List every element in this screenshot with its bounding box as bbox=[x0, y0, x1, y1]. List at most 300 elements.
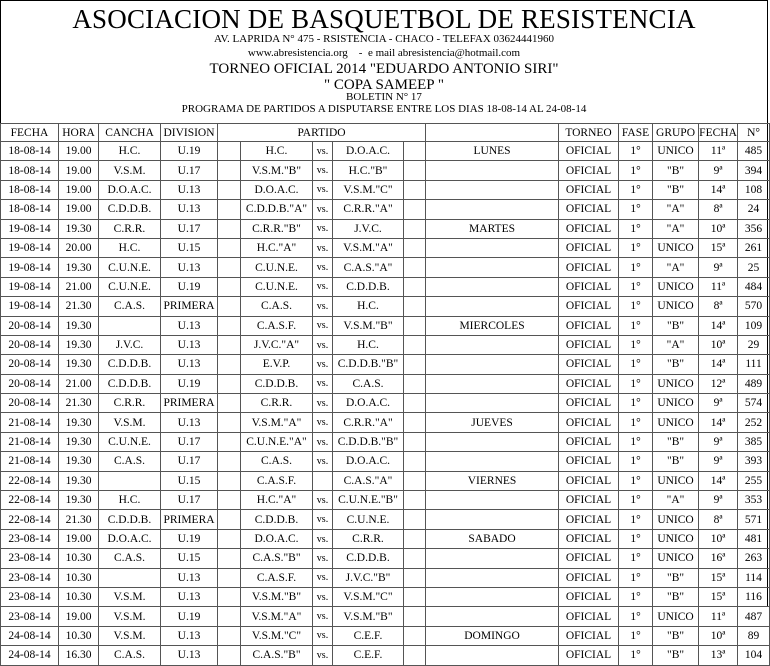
cell-fecha: 20-08-14 bbox=[1, 355, 59, 374]
cell-spacer bbox=[218, 142, 241, 161]
cell-round: 9ª bbox=[699, 258, 738, 277]
cell-fase: 1° bbox=[619, 316, 653, 335]
cell-cancha: C.D.D.B. bbox=[99, 355, 161, 374]
cell-torneo: OFICIAL bbox=[559, 161, 619, 180]
cell-torneo: OFICIAL bbox=[559, 626, 619, 645]
cell-day: MIERCOLES bbox=[426, 316, 559, 335]
cell-match-number: 109 bbox=[738, 316, 770, 335]
table-header-row bbox=[1, 124, 770, 142]
cell-grupo: "B" bbox=[653, 452, 699, 471]
cell-spacer bbox=[218, 491, 241, 510]
cell-round: 14ª bbox=[699, 471, 738, 490]
web-email-line: www.abresistencia.org - e mail abresistencia@hotmail.com bbox=[247, 47, 521, 59]
cell-home-team: C.A.S. bbox=[241, 452, 313, 471]
cell-spacer bbox=[218, 587, 241, 606]
cell-round: 11ª bbox=[699, 142, 738, 161]
cell-home-team: E.V.P. bbox=[241, 355, 313, 374]
cell-hora: 10.30 bbox=[59, 549, 99, 568]
cell-spacer bbox=[404, 297, 426, 316]
cell-spacer bbox=[404, 238, 426, 257]
cell-vs: vs. bbox=[313, 297, 333, 316]
cell-round: 16ª bbox=[699, 549, 738, 568]
cell-fase: 1° bbox=[619, 529, 653, 548]
program-subtitle: PROGRAMA DE PARTIDOS A DISPUTARSE ENTRE LOS DIAS 18-08-14 AL 24-08-14 bbox=[181, 103, 587, 115]
cell-hora: 21.30 bbox=[59, 297, 99, 316]
cell-spacer bbox=[218, 452, 241, 471]
cell-division: U.19 bbox=[161, 374, 218, 393]
cell-spacer bbox=[218, 626, 241, 645]
cell-grupo: UNICO bbox=[653, 277, 699, 296]
cell-match-number: 484 bbox=[738, 277, 770, 296]
table-row bbox=[1, 316, 770, 335]
cell-away-team: C.R.R."A" bbox=[333, 200, 404, 219]
cell-cancha: C.R.R. bbox=[99, 219, 161, 238]
cell-round: 14ª bbox=[699, 355, 738, 374]
cell-division: U.13 bbox=[161, 258, 218, 277]
cell-hora: 19.30 bbox=[59, 355, 99, 374]
cell-away-team: C.A.S."A" bbox=[333, 258, 404, 277]
cell-division: U.19 bbox=[161, 277, 218, 296]
cell-torneo: OFICIAL bbox=[559, 374, 619, 393]
cell-fase: 1° bbox=[619, 587, 653, 606]
cell-home-team: C.A.S.F. bbox=[241, 568, 313, 587]
cell-day bbox=[426, 549, 559, 568]
cell-hora: 19.00 bbox=[59, 161, 99, 180]
cell-hora: 16.30 bbox=[59, 646, 99, 665]
cell-fecha: 21-08-14 bbox=[1, 432, 59, 451]
cell-away-team: V.S.M."C" bbox=[333, 180, 404, 199]
cell-hora: 19.00 bbox=[59, 607, 99, 626]
cell-round: 10ª bbox=[699, 626, 738, 645]
cell-round: 13ª bbox=[699, 646, 738, 665]
cell-fase: 1° bbox=[619, 471, 653, 490]
cell-spacer bbox=[404, 394, 426, 413]
cell-torneo: OFICIAL bbox=[559, 432, 619, 451]
table-row bbox=[1, 277, 770, 296]
cell-spacer bbox=[404, 432, 426, 451]
cell-cancha: V.S.M. bbox=[99, 587, 161, 606]
cell-hora: 19.30 bbox=[59, 335, 99, 354]
association-title: ASOCIACION DE BASQUETBOL DE RESISTENCIA bbox=[72, 4, 696, 34]
table-row bbox=[1, 607, 770, 626]
cell-fecha: 22-08-14 bbox=[1, 510, 59, 529]
cell-fecha: 21-08-14 bbox=[1, 452, 59, 471]
cell-day: JUEVES bbox=[426, 413, 559, 432]
cell-home-team: V.S.M."A" bbox=[241, 413, 313, 432]
cell-spacer bbox=[218, 432, 241, 451]
cell-cancha: C.A.S. bbox=[99, 549, 161, 568]
cell-fecha: 22-08-14 bbox=[1, 491, 59, 510]
col-numero: N° bbox=[738, 124, 770, 142]
cell-round: 9ª bbox=[699, 491, 738, 510]
cell-home-team: H.C."A" bbox=[241, 491, 313, 510]
cell-division: U.17 bbox=[161, 452, 218, 471]
cell-spacer bbox=[404, 646, 426, 665]
cell-home-team: J.V.C."A" bbox=[241, 335, 313, 354]
cell-torneo: OFICIAL bbox=[559, 316, 619, 335]
cell-round: 15ª bbox=[699, 568, 738, 587]
cell-round: 8ª bbox=[699, 200, 738, 219]
cell-away-team: C.U.N.E. bbox=[333, 510, 404, 529]
cell-grupo: "B" bbox=[653, 180, 699, 199]
cell-torneo: OFICIAL bbox=[559, 471, 619, 490]
cell-match-number: 24 bbox=[738, 200, 770, 219]
cell-division: PRIMERA bbox=[161, 297, 218, 316]
cell-division: PRIMERA bbox=[161, 394, 218, 413]
cell-hora: 19.30 bbox=[59, 471, 99, 490]
bulletin-number: BOLETIN N° 17 bbox=[346, 91, 422, 103]
cell-division: U.17 bbox=[161, 219, 218, 238]
cell-away-team: J.V.C. bbox=[333, 219, 404, 238]
cell-round: 15ª bbox=[699, 587, 738, 606]
cell-fecha: 23-08-14 bbox=[1, 587, 59, 606]
cell-cancha: C.U.N.E. bbox=[99, 277, 161, 296]
cell-day bbox=[426, 587, 559, 606]
cell-vs: vs. bbox=[313, 413, 333, 432]
cell-away-team: H.C."B" bbox=[333, 161, 404, 180]
cell-day bbox=[426, 277, 559, 296]
cell-away-team: V.S.M."A" bbox=[333, 238, 404, 257]
table-row bbox=[1, 374, 770, 393]
cell-grupo: "A" bbox=[653, 200, 699, 219]
cell-fase: 1° bbox=[619, 626, 653, 645]
cell-day bbox=[426, 568, 559, 587]
table-row bbox=[1, 161, 770, 180]
cell-torneo: OFICIAL bbox=[559, 491, 619, 510]
table-row bbox=[1, 413, 770, 432]
cell-fecha: 18-08-14 bbox=[1, 142, 59, 161]
cell-torneo: OFICIAL bbox=[559, 568, 619, 587]
cell-match-number: 485 bbox=[738, 142, 770, 161]
cell-home-team: V.S.M."A" bbox=[241, 607, 313, 626]
cell-spacer bbox=[404, 374, 426, 393]
cell-fase: 1° bbox=[619, 335, 653, 354]
cell-spacer bbox=[218, 297, 241, 316]
cell-fecha: 20-08-14 bbox=[1, 394, 59, 413]
cell-fase: 1° bbox=[619, 549, 653, 568]
cell-match-number: 261 bbox=[738, 238, 770, 257]
table-row bbox=[1, 258, 770, 277]
cell-vs: vs. bbox=[313, 549, 333, 568]
cell-spacer bbox=[218, 471, 241, 490]
cell-spacer bbox=[218, 510, 241, 529]
table-row bbox=[1, 180, 770, 199]
cell-cancha: C.R.R. bbox=[99, 394, 161, 413]
table-row bbox=[1, 452, 770, 471]
cell-fase: 1° bbox=[619, 510, 653, 529]
cell-spacer bbox=[404, 355, 426, 374]
cell-torneo: OFICIAL bbox=[559, 335, 619, 354]
cell-hora: 21.30 bbox=[59, 510, 99, 529]
cell-division: U.13 bbox=[161, 626, 218, 645]
cell-fase: 1° bbox=[619, 432, 653, 451]
cell-day bbox=[426, 200, 559, 219]
cell-away-team: J.V.C."B" bbox=[333, 568, 404, 587]
cell-grupo: UNICO bbox=[653, 607, 699, 626]
cell-grupo: "B" bbox=[653, 355, 699, 374]
cell-grupo: "A" bbox=[653, 335, 699, 354]
cell-spacer bbox=[404, 529, 426, 548]
cell-division: U.13 bbox=[161, 200, 218, 219]
cell-grupo: UNICO bbox=[653, 471, 699, 490]
cell-spacer bbox=[218, 355, 241, 374]
cell-round: 10ª bbox=[699, 529, 738, 548]
cell-grupo: "B" bbox=[653, 432, 699, 451]
table-row bbox=[1, 394, 770, 413]
cell-vs: vs. bbox=[313, 316, 333, 335]
cell-fecha: 24-08-14 bbox=[1, 646, 59, 665]
cell-cancha: C.A.S. bbox=[99, 297, 161, 316]
cell-hora: 19.30 bbox=[59, 219, 99, 238]
cell-fase: 1° bbox=[619, 491, 653, 510]
cell-day bbox=[426, 646, 559, 665]
cell-cancha: H.C. bbox=[99, 142, 161, 161]
cell-away-team: C.D.D.B."B" bbox=[333, 432, 404, 451]
cell-spacer bbox=[404, 491, 426, 510]
cell-spacer bbox=[404, 142, 426, 161]
cell-grupo: "B" bbox=[653, 587, 699, 606]
cell-grupo: "B" bbox=[653, 646, 699, 665]
cell-fecha: 19-08-14 bbox=[1, 258, 59, 277]
cell-hora: 21.00 bbox=[59, 374, 99, 393]
cell-torneo: OFICIAL bbox=[559, 277, 619, 296]
cell-spacer bbox=[218, 200, 241, 219]
cell-vs: vs. bbox=[313, 258, 333, 277]
cell-day: DOMINGO bbox=[426, 626, 559, 645]
cell-hora: 19.30 bbox=[59, 258, 99, 277]
cell-spacer bbox=[404, 335, 426, 354]
cell-vs: vs. bbox=[313, 200, 333, 219]
cell-spacer bbox=[218, 568, 241, 587]
table-row bbox=[1, 335, 770, 354]
cell-torneo: OFICIAL bbox=[559, 238, 619, 257]
cell-match-number: 571 bbox=[738, 510, 770, 529]
cell-hora: 10.30 bbox=[59, 568, 99, 587]
cell-fase: 1° bbox=[619, 646, 653, 665]
cell-fase: 1° bbox=[619, 607, 653, 626]
cell-grupo: UNICO bbox=[653, 510, 699, 529]
cell-division: U.13 bbox=[161, 587, 218, 606]
cell-spacer bbox=[404, 200, 426, 219]
cell-match-number: 104 bbox=[738, 646, 770, 665]
cell-day bbox=[426, 510, 559, 529]
cell-torneo: OFICIAL bbox=[559, 510, 619, 529]
cell-day bbox=[426, 432, 559, 451]
cell-hora: 19.30 bbox=[59, 316, 99, 335]
cell-spacer bbox=[404, 607, 426, 626]
cell-cancha bbox=[99, 316, 161, 335]
cell-home-team: C.D.D.B."A" bbox=[241, 200, 313, 219]
cell-grupo: UNICO bbox=[653, 394, 699, 413]
cell-match-number: 114 bbox=[738, 568, 770, 587]
cell-hora: 19.00 bbox=[59, 180, 99, 199]
table-row bbox=[1, 142, 770, 161]
cell-round: 14ª bbox=[699, 180, 738, 199]
table-row bbox=[1, 200, 770, 219]
cell-fase: 1° bbox=[619, 219, 653, 238]
cell-day bbox=[426, 161, 559, 180]
col-fecha: FECHA bbox=[1, 124, 59, 142]
cell-grupo: UNICO bbox=[653, 238, 699, 257]
col-fecha-numero: FECHA bbox=[699, 124, 738, 142]
document-header bbox=[1, 1, 767, 117]
cell-fase: 1° bbox=[619, 394, 653, 413]
cell-home-team: H.C. bbox=[241, 142, 313, 161]
cell-spacer bbox=[404, 277, 426, 296]
cell-spacer bbox=[218, 161, 241, 180]
cell-spacer bbox=[404, 161, 426, 180]
cell-spacer bbox=[218, 180, 241, 199]
cell-fecha: 23-08-14 bbox=[1, 607, 59, 626]
cell-vs: vs. bbox=[313, 607, 333, 626]
cell-match-number: 29 bbox=[738, 335, 770, 354]
cell-spacer bbox=[218, 316, 241, 335]
cell-round: 11ª bbox=[699, 607, 738, 626]
cell-spacer bbox=[404, 568, 426, 587]
table-row bbox=[1, 587, 770, 606]
cell-fecha: 22-08-14 bbox=[1, 471, 59, 490]
cell-fecha: 20-08-14 bbox=[1, 374, 59, 393]
cell-day bbox=[426, 394, 559, 413]
cell-vs: vs. bbox=[313, 510, 333, 529]
cell-home-team: C.A.S.F. bbox=[241, 316, 313, 335]
cell-vs: vs. bbox=[313, 452, 333, 471]
cell-fecha: 18-08-14 bbox=[1, 180, 59, 199]
cup-title: " COPA SAMEEP " bbox=[324, 77, 444, 93]
table-row bbox=[1, 491, 770, 510]
cell-cancha: V.S.M. bbox=[99, 607, 161, 626]
cell-day bbox=[426, 335, 559, 354]
cell-division: U.17 bbox=[161, 491, 218, 510]
cell-home-team: C.A.S."B" bbox=[241, 646, 313, 665]
cell-spacer bbox=[404, 452, 426, 471]
cell-away-team: H.C. bbox=[333, 297, 404, 316]
cell-fecha: 19-08-14 bbox=[1, 238, 59, 257]
cell-match-number: 574 bbox=[738, 394, 770, 413]
cell-grupo: "B" bbox=[653, 316, 699, 335]
table-row bbox=[1, 238, 770, 257]
cell-round: 8ª bbox=[699, 297, 738, 316]
cell-spacer bbox=[218, 277, 241, 296]
table-row bbox=[1, 219, 770, 238]
cell-fase: 1° bbox=[619, 355, 653, 374]
cell-grupo: "A" bbox=[653, 491, 699, 510]
cell-away-team: D.O.A.C. bbox=[333, 394, 404, 413]
cell-fase: 1° bbox=[619, 452, 653, 471]
cell-day bbox=[426, 297, 559, 316]
cell-day bbox=[426, 238, 559, 257]
cell-away-team: C.D.D.B."B" bbox=[333, 355, 404, 374]
cell-cancha: V.S.M. bbox=[99, 413, 161, 432]
cell-hora: 19.30 bbox=[59, 413, 99, 432]
cell-match-number: 353 bbox=[738, 491, 770, 510]
cell-fecha: 23-08-14 bbox=[1, 529, 59, 548]
cell-grupo: "B" bbox=[653, 568, 699, 587]
cell-vs: vs. bbox=[313, 374, 333, 393]
cell-torneo: OFICIAL bbox=[559, 219, 619, 238]
cell-match-number: 255 bbox=[738, 471, 770, 490]
cell-vs: vs. bbox=[313, 161, 333, 180]
cell-fecha: 19-08-14 bbox=[1, 277, 59, 296]
cell-torneo: OFICIAL bbox=[559, 180, 619, 199]
cell-cancha: C.D.D.B. bbox=[99, 200, 161, 219]
cell-cancha bbox=[99, 471, 161, 490]
cell-fase: 1° bbox=[619, 161, 653, 180]
cell-away-team: V.S.M."B" bbox=[333, 607, 404, 626]
cell-hora: 19.00 bbox=[59, 200, 99, 219]
cell-grupo: "B" bbox=[653, 626, 699, 645]
cell-home-team: C.A.S. bbox=[241, 297, 313, 316]
cell-division: U.13 bbox=[161, 568, 218, 587]
cell-away-team: C.A.S."A" bbox=[333, 471, 404, 490]
cell-grupo: "A" bbox=[653, 258, 699, 277]
cell-spacer bbox=[404, 180, 426, 199]
cell-division: U.17 bbox=[161, 432, 218, 451]
cell-spacer bbox=[218, 607, 241, 626]
cell-torneo: OFICIAL bbox=[559, 529, 619, 548]
cell-division: U.15 bbox=[161, 471, 218, 490]
cell-spacer bbox=[404, 258, 426, 277]
cell-match-number: 25 bbox=[738, 258, 770, 277]
table-row bbox=[1, 510, 770, 529]
cell-fecha: 18-08-14 bbox=[1, 200, 59, 219]
cell-round: 15ª bbox=[699, 238, 738, 257]
cell-spacer bbox=[404, 471, 426, 490]
cell-cancha: V.S.M. bbox=[99, 626, 161, 645]
cell-torneo: OFICIAL bbox=[559, 200, 619, 219]
cell-vs: vs. bbox=[313, 355, 333, 374]
cell-vs: vs. bbox=[313, 238, 333, 257]
cell-hora: 10.30 bbox=[59, 626, 99, 645]
cell-away-team: D.O.A.C. bbox=[333, 142, 404, 161]
cell-spacer bbox=[218, 258, 241, 277]
cell-away-team: D.O.A.C. bbox=[333, 452, 404, 471]
cell-away-team: C.U.N.E."B" bbox=[333, 491, 404, 510]
cell-fecha: 20-08-14 bbox=[1, 335, 59, 354]
cell-home-team: C.R.R. bbox=[241, 394, 313, 413]
cell-division: U.13 bbox=[161, 180, 218, 199]
table-row bbox=[1, 549, 770, 568]
cell-division: U.13 bbox=[161, 335, 218, 354]
cell-fase: 1° bbox=[619, 297, 653, 316]
cell-fase: 1° bbox=[619, 277, 653, 296]
cell-vs: vs. bbox=[313, 529, 333, 548]
cell-day bbox=[426, 607, 559, 626]
col-fase: FASE bbox=[619, 124, 653, 142]
cell-round: 9ª bbox=[699, 432, 738, 451]
cell-day bbox=[426, 180, 559, 199]
cell-vs: vs. bbox=[313, 568, 333, 587]
cell-day: VIERNES bbox=[426, 471, 559, 490]
table-row bbox=[1, 432, 770, 451]
cell-hora: 20.00 bbox=[59, 238, 99, 257]
cell-division: PRIMERA bbox=[161, 510, 218, 529]
cell-cancha: H.C. bbox=[99, 491, 161, 510]
cell-hora: 19.00 bbox=[59, 529, 99, 548]
cell-fecha: 18-08-14 bbox=[1, 161, 59, 180]
cell-fecha: 19-08-14 bbox=[1, 297, 59, 316]
cell-grupo: "A" bbox=[653, 219, 699, 238]
cell-hora: 19.30 bbox=[59, 491, 99, 510]
cell-grupo: UNICO bbox=[653, 549, 699, 568]
cell-spacer bbox=[218, 549, 241, 568]
cell-home-team: C.R.R."B" bbox=[241, 219, 313, 238]
cell-vs: vs. bbox=[313, 335, 333, 354]
cell-away-team: V.S.M."C" bbox=[333, 587, 404, 606]
cell-cancha: J.V.C. bbox=[99, 335, 161, 354]
cell-match-number: 252 bbox=[738, 413, 770, 432]
cell-vs: vs. bbox=[313, 142, 333, 161]
